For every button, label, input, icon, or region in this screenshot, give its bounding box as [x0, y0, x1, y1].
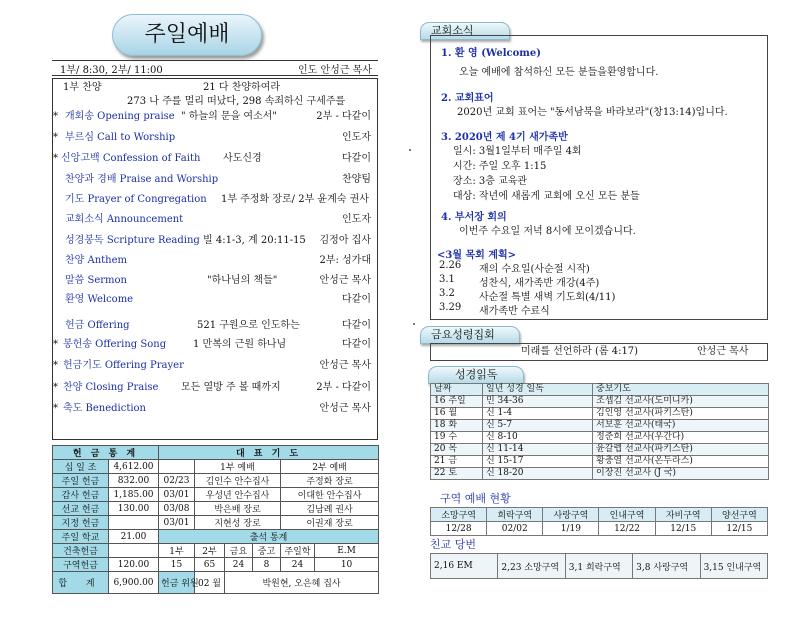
schedule-date: 2.26: [439, 260, 462, 271]
duty-title: 친교 당번: [430, 538, 477, 551]
order-person: 안성근 목사: [319, 360, 371, 371]
table-row: 16 주일 민 34-36 조셉김 선교사(도미니카): [431, 396, 769, 408]
service-schedule: 1부/ 8:30, 2부/ 11:00: [60, 64, 163, 76]
friday-meeting: [430, 343, 768, 361]
order-person: 다같이: [342, 294, 371, 305]
order-name: 말씀 Sermon: [65, 275, 127, 286]
order-detail: 모든 열방 주 볼 때까지: [181, 382, 281, 393]
order-row: [53, 381, 379, 395]
order-name: 개회송 Opening praise: [65, 111, 175, 122]
order-detail: 1 만복의 근원 하나님: [193, 339, 287, 350]
table-row: 선교 헌금 130.00 03/08 박은배 장로 김남례 권사: [53, 502, 379, 516]
order-detail: 1부 주정화 장로/ 2부 윤계숙 권사: [221, 194, 369, 205]
class-line: 대상: 작년에 새롭게 교회에 오신 모든 분들: [453, 191, 640, 202]
order-name: 찬양 Closing Praise: [63, 382, 159, 393]
page-title: 주일예배: [112, 14, 262, 56]
standing-mark: *: [53, 403, 58, 414]
schedule-date: 3.2: [439, 288, 455, 299]
order-row: [53, 173, 379, 187]
standing-mark: *: [53, 382, 58, 393]
order-row: [53, 110, 379, 124]
order-detail: 사도신경: [223, 153, 262, 164]
order-person: 김정아 집사: [319, 235, 371, 246]
order-row: [53, 131, 379, 145]
order-row: [53, 193, 379, 207]
order-person: 2부 - 다같이: [316, 382, 371, 393]
standing-mark: *: [53, 153, 58, 164]
news-tab: 교회소식: [420, 22, 510, 40]
bible-table: [430, 383, 769, 480]
order-person: 2부 - 다같이: [316, 111, 371, 122]
order-row: [53, 293, 379, 307]
order-name: 찬양 Anthem: [65, 255, 128, 266]
friday-tab: 금요성령집회: [420, 326, 520, 344]
district-table: [430, 507, 768, 536]
order-detail: 21 다 찬양하여라: [203, 82, 281, 93]
order-name: 1부 찬양: [63, 82, 102, 93]
class-line: 시간: 주일 오후 1:15: [453, 161, 547, 172]
friday-speaker: 안성근 목사: [697, 346, 749, 357]
welcome-text: 오늘 예배에 참석하신 모든 분들을환영합니다.: [459, 67, 659, 78]
order-name: 봉헌송 Offering Song: [63, 339, 167, 350]
table-row: 십 일 조 4,612.00 1부 예배 2부 예배: [53, 460, 379, 474]
worship-order: [52, 78, 378, 440]
table-row: 감사 헌금 1,185.00 03/01 우성년 안수집사 이대한 안수집사: [53, 488, 379, 502]
order-detail: 빌 4:1-3, 계 20:11-15: [203, 235, 306, 246]
attendance-header: 출석 통계: [159, 530, 379, 544]
order-name: 찬양과 경배 Praise and Worship: [65, 174, 219, 185]
welcome-title: 1. 환 영 (Welcome): [441, 48, 541, 59]
bible-tab: 성경읽독: [428, 366, 524, 384]
order-person: 안성근 목사: [319, 403, 371, 414]
order-row: [53, 402, 379, 416]
table-header-row: 소망구역 희락구역 사랑구역 인내구역 자비구역 양선구역: [431, 508, 768, 522]
district-title: 구역 예배 현황: [440, 492, 511, 505]
order-row: [53, 274, 379, 288]
table-row: 18 화 신 5-7 서보훈 선교사(태국): [431, 420, 769, 432]
order-name: 축도 Benediction: [63, 403, 147, 414]
table-row: 건축헌금 1부 2부 금요 중고 주일학 E.M: [53, 544, 379, 558]
order-row: [53, 319, 379, 333]
schedule-event: 사순절 특별 새벽 기도회(4/11): [479, 292, 616, 303]
table-row: 21 금 신 15-17 황충열 선교사(온두라스): [431, 456, 769, 468]
order-person: 다같이: [342, 320, 371, 331]
order-detail: 521 구원으로 인도하는: [197, 320, 300, 331]
table-row: 구역헌금 120.00 15 65 24 8 24 10: [53, 558, 379, 572]
motto-title: 2. 교회표어: [441, 93, 494, 104]
order-detail: " 하늘의 문을 여소서": [181, 111, 278, 122]
table-row: 주일 학교 21.00 출석 통계: [53, 530, 379, 544]
order-person: 인도자: [342, 132, 371, 143]
table-row: 주일 헌금 832.00 02/23 김인수 안수집사 주정화 장로: [53, 474, 379, 488]
table-row: 2,16 EM 2,23 소망구역 3,1 희락구역 3,8 사랑구역 3,15 인내구역: [431, 554, 768, 579]
order-row: [53, 359, 379, 373]
time-info: [52, 60, 378, 76]
order-row: [53, 338, 379, 352]
table-row: 12/28 02/02 1/19 12/22 12/15 12/15: [431, 522, 768, 536]
order-person: 인도자: [342, 214, 371, 225]
table-row: 지정 헌금 03/01 지현성 장로 이권재 장로: [53, 516, 379, 530]
schedule-event: 재의 수요일(사순절 시작): [479, 264, 590, 275]
standing-mark: *: [53, 111, 58, 122]
standing-mark: *: [53, 132, 58, 143]
standing-mark: *: [53, 339, 58, 350]
order-row: [53, 254, 379, 268]
duty-table: [430, 553, 768, 579]
service-leader: 인도 안성근 목사: [298, 64, 372, 76]
order-row: [53, 152, 379, 166]
order-name: 헌금 Offering: [65, 320, 130, 331]
order-person: 다같이: [342, 153, 371, 164]
schedule-event: 새가족반 수료식: [479, 306, 550, 317]
schedule-date: 3.29: [439, 302, 462, 313]
order-name: 기도 Prayer of Congregation: [65, 194, 207, 205]
standing-mark: *: [53, 360, 58, 371]
order-person: 다같이: [342, 339, 371, 350]
order-detail: "하나님의 책들": [207, 275, 278, 286]
order-row: [53, 81, 379, 95]
table-header-row: 날짜 일년 성경 일독 중보기도: [431, 384, 769, 396]
order-name: 헌금기도 Offering Prayer: [63, 360, 184, 371]
meeting-text: 이번주 수요일 저녁 8시에 모이겠습니다.: [459, 226, 636, 237]
order-person: 찬양팀: [342, 174, 371, 185]
meeting-title: 4. 부서장 회의: [441, 212, 507, 223]
schedule-event: 성찬식, 새가족반 개강(4주): [479, 278, 600, 289]
order-person: 2부: 성가대: [319, 255, 371, 266]
table-row: 20 목 신 11-14 윤갈렙 선교사(파키스탄): [431, 444, 769, 456]
offering-header: 헌 금 통 계: [53, 446, 159, 460]
order-name: 신앙고백 Confession of Faith: [61, 153, 201, 164]
order-row: [53, 95, 379, 109]
class-title: 3. 2020년 제 4기 새가족반: [441, 132, 568, 143]
table-row: 22 토 신 18-20 이장진 선교사 (J 국): [431, 468, 769, 480]
table-row: 합 계 6,900.00 헌금 위원 02 월 박원현, 오은혜 집사: [53, 572, 379, 594]
order-name: 환영 Welcome: [65, 294, 134, 305]
prayer-header: 대 표 기 도: [159, 446, 379, 460]
table-row: 16 월 신 1-4 김인영 선교사(파키스탄): [431, 408, 769, 420]
order-name: 교회소식 Announcement: [65, 214, 184, 225]
order-detail: 273 나 주를 멀리 떠났다, 298 속죄하신 구세주를: [127, 96, 346, 107]
friday-title: 미래를 선언하라 (롬 4:17): [521, 346, 639, 357]
order-person: 안성근 목사: [319, 275, 371, 286]
order-row: [53, 213, 379, 227]
schedule-title: <3월 목회 계획>: [437, 250, 516, 261]
finance-table: [52, 445, 379, 594]
schedule-date: 3.1: [439, 274, 455, 285]
motto-text: 2020년 교회 표어는 "동서남북을 바라보라"(창13:14)입니다.: [457, 107, 728, 118]
table-row: 19 수 신 8-10 정준희 선교사(우간다): [431, 432, 769, 444]
class-line: 일시: 3월1일부터 매주일 4회: [453, 146, 582, 157]
order-name: 성경봉독 Scripture Reading: [65, 235, 200, 246]
order-name: 부르심 Call to Worship: [65, 132, 176, 143]
order-row: [53, 234, 379, 248]
news-box: [430, 35, 768, 320]
class-line: 장소: 3층 교육관: [453, 176, 528, 187]
